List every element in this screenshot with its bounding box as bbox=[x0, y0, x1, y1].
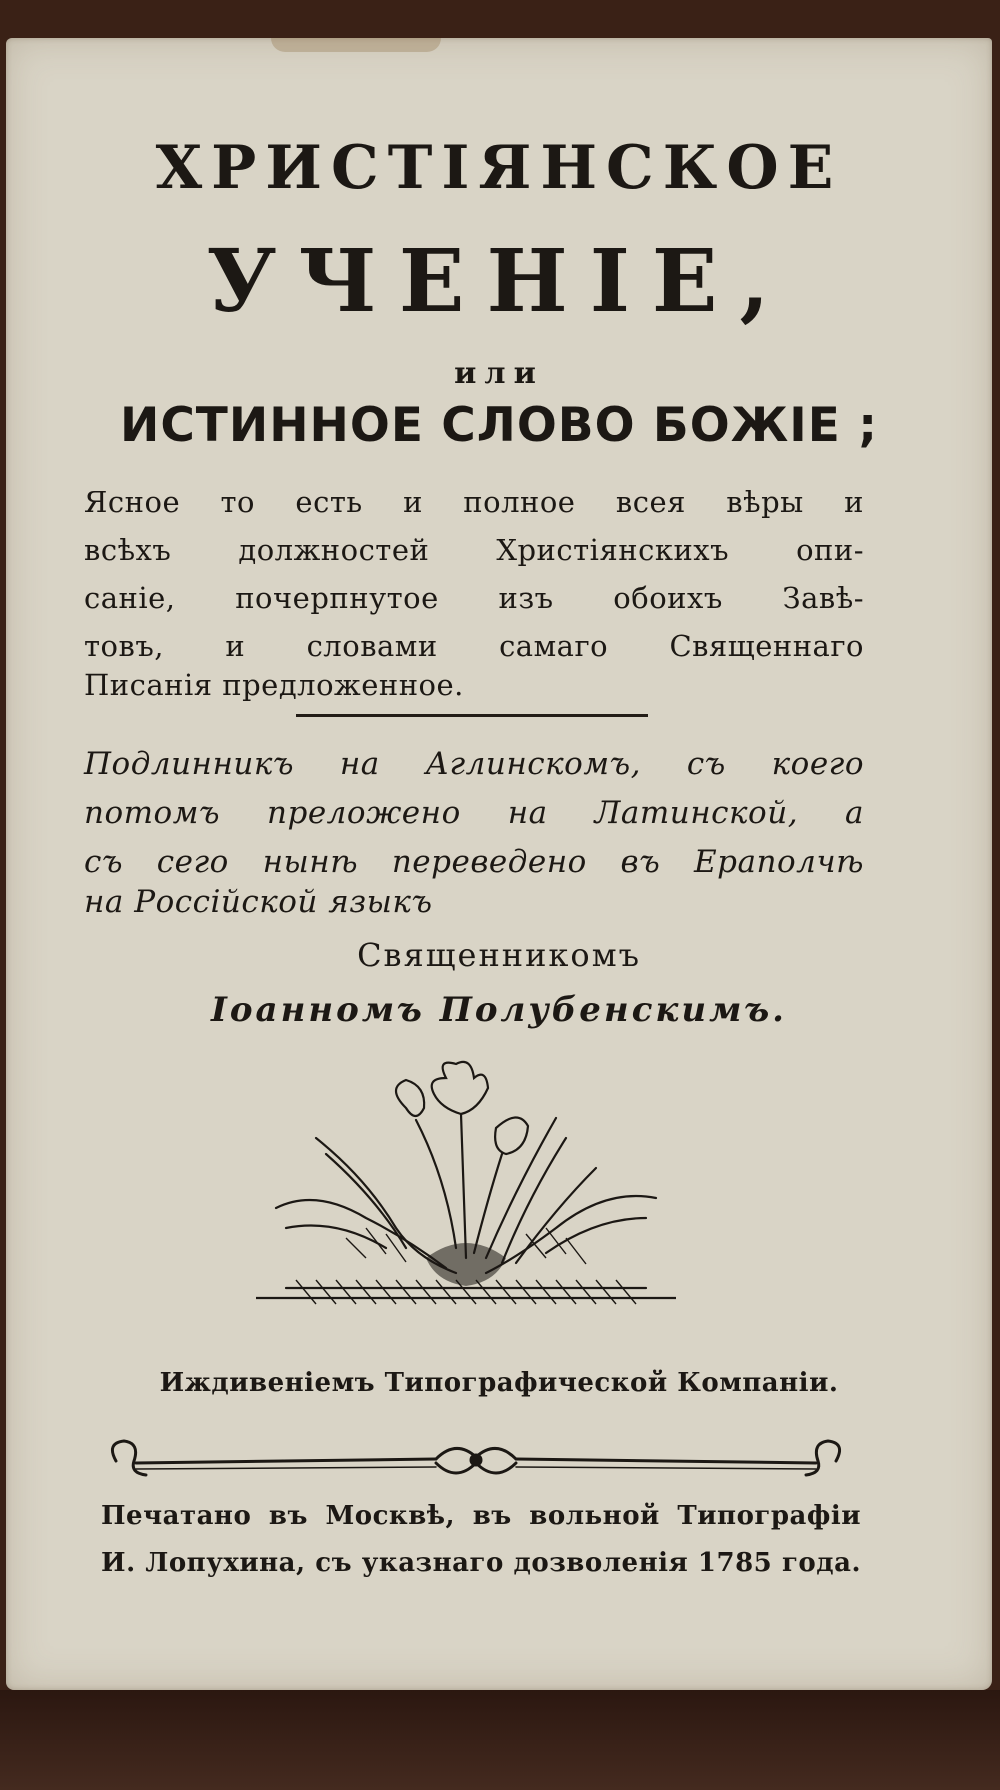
translation-line: Подлинникъ на Аглинскомъ, съ коего bbox=[84, 746, 864, 782]
translation-line: потомъ преложено на Латинской, а bbox=[84, 795, 864, 831]
imprint-line: И. Лопухина, съ указнаго дозволенія 1785 года. bbox=[101, 1548, 861, 1578]
description-line: товъ, и словами самаго Священнаго bbox=[84, 629, 864, 663]
imprint-line: Печатано въ Москвѣ, въ вольной Типографіи bbox=[101, 1501, 861, 1531]
title-connector: или bbox=[454, 356, 544, 391]
translation-line: съ сего нынѣ переведено въ Ераполчѣ bbox=[84, 844, 864, 880]
title-line-1: ХРИСТІЯНСКОЕ bbox=[155, 133, 843, 203]
tulip-vignette bbox=[256, 1058, 676, 1318]
ornamental-rule bbox=[106, 1433, 846, 1483]
title-line-3: ИСТИННОЕ СЛОВО БОЖІЕ ; bbox=[119, 398, 878, 453]
title-page bbox=[6, 38, 992, 1690]
translator-name: Іоанномъ Полубенскимъ. bbox=[210, 990, 788, 1030]
divider-rule bbox=[296, 714, 648, 717]
description-line: Ясное то есть и полное всея вѣры и bbox=[84, 485, 864, 519]
paper-stain bbox=[271, 38, 441, 52]
translation-line: на Россійской языкъ bbox=[84, 884, 433, 920]
publisher-line: Иждивеніемъ Типографической Компаніи. bbox=[159, 1368, 839, 1398]
translator-rank: Священникомъ bbox=[357, 936, 641, 974]
description-line: саніе, почерпнутое изъ обоихъ Завѣ- bbox=[84, 581, 864, 615]
book-edge bbox=[0, 1690, 1000, 1790]
description-line: всѣхъ должностей Христіянскихъ опи- bbox=[84, 533, 864, 567]
description-line: Писанія предложенное. bbox=[84, 668, 464, 702]
title-line-2: УЧЕНІЕ, bbox=[206, 231, 792, 332]
